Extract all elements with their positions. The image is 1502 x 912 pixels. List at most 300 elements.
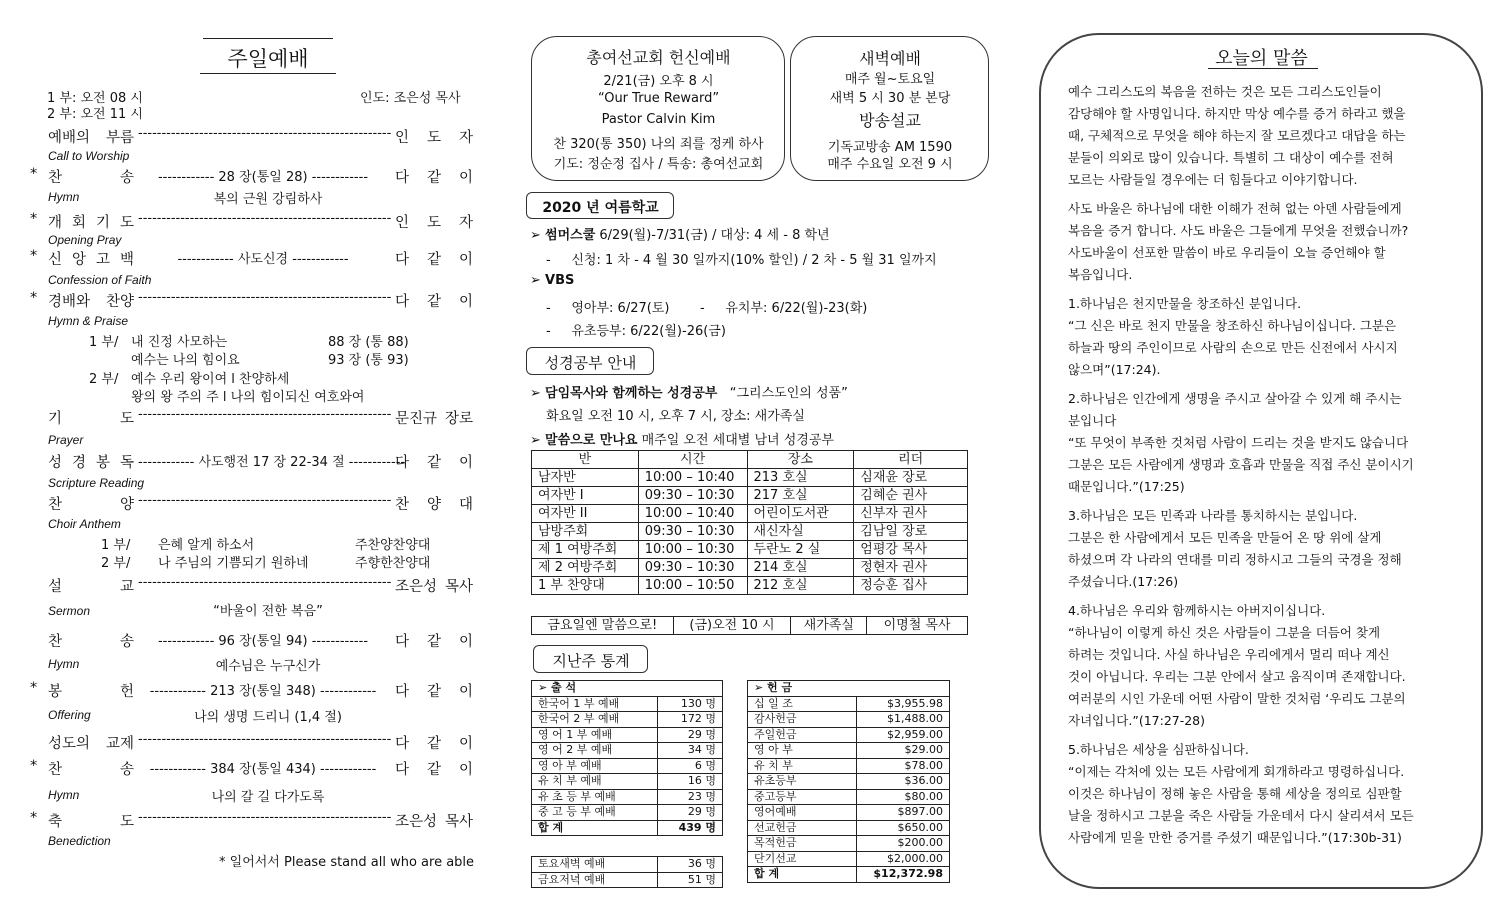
service-leader: 인도: 조은성 목사: [360, 91, 461, 106]
table-cell: 제 2 여방주회: [532, 559, 639, 577]
vbs-line: ➢ VBS: [530, 273, 575, 288]
sermon-line: 4.하나님은 우리와 함께하시는 아버지이십니다.: [1068, 603, 1326, 618]
stat-value: 29 명: [658, 727, 723, 743]
order-label: 신 앙 고 백: [48, 252, 134, 268]
vbs-label: VBS: [545, 273, 575, 288]
stat-value: 439 명: [658, 820, 723, 836]
stat-value: 172 명: [658, 712, 723, 728]
sermon-line: 1.하나님은 천지만물을 창조하신 분입니다.: [1068, 296, 1302, 311]
stat-value: $3,955.98: [857, 696, 950, 712]
sermon-paragraph: [1068, 505, 1458, 593]
order-item: [30, 126, 475, 146]
stat-row: [748, 727, 950, 743]
table-cell: 여자반 I: [532, 487, 639, 505]
sermon-line: 예수 그리스도의 복음을 전하는 것은 모든 그리스도인들이: [1068, 84, 1382, 99]
stat-label: 한국어 1 부 예배: [532, 696, 658, 712]
stat-row: [748, 820, 950, 836]
sermon-paragraph: [1068, 388, 1458, 498]
bible-item-2-label: 말씀으로 만나요: [545, 433, 638, 448]
order-detail-text: 384 장(통일 434): [210, 762, 316, 777]
sermon-line: 하늘과 땅의 주인이므로 사람의 손으로 만든 신전에서 사시지: [1068, 340, 1398, 355]
stat-value: $200.00: [857, 836, 950, 852]
offering-header: ➢ 헌 금: [754, 681, 793, 694]
stat-label: 합 계: [532, 820, 658, 836]
order-detail-text: 213 장(통일 348): [210, 684, 316, 699]
summer-camp-label: 썸머스쿨: [545, 228, 596, 243]
table-row: [532, 577, 968, 595]
stat-row: [532, 857, 723, 873]
devotion-line-1: 2/21(금) 오후 8 시: [603, 74, 714, 89]
order-item: [30, 211, 475, 231]
devotion-line-5: 기도: 정순정 집사 / 특송: 총여선교회: [553, 157, 764, 172]
praise-part: 1 부/: [89, 335, 119, 350]
stat-value: $897.00: [857, 805, 950, 821]
table-cell: 정승훈 집사: [854, 577, 968, 595]
order-leader: 다 같 이: [395, 634, 473, 650]
sermon-paragraph: [1068, 739, 1458, 849]
sermon-line: 않으며”(17:24).: [1068, 362, 1161, 377]
table-cell: 10:00 – 10:30: [638, 541, 747, 559]
stat-label: 선교헌금: [748, 820, 857, 836]
service-time-2: 2 부: 오전 11 시: [47, 107, 143, 122]
order-detail-text: 96 장(통일 94): [218, 634, 308, 649]
service-time-1: 1 부: 오전 08 시: [47, 91, 143, 106]
stat-row: [748, 805, 950, 821]
order-label: 봉 헌: [48, 684, 134, 700]
stat-label: 영 어 2 부 예배: [532, 743, 658, 759]
order-detail: ------------ 213 장(통일 348) ------------: [149, 684, 377, 699]
order-english: Opening Pray: [48, 233, 122, 247]
table-cell: 신부자 권사: [854, 505, 968, 523]
order-subtitle: 나의 갈 길 다가도록: [211, 790, 325, 805]
order-detail: ------------ 28 장(통일 28) ------------: [157, 170, 369, 185]
sermon-line: 하셨으며 각 나라의 연대를 미리 정하시고 그들의 국경을 정해: [1068, 552, 1402, 567]
vbs-infant-text: 영아부: 6/27(토): [571, 301, 670, 316]
sermon-line: 그분은 한 사람에게서 모든 민족을 만들어 온 땅 위에 살게: [1068, 530, 1382, 545]
praise-number: 88 장 (통 88): [328, 335, 409, 350]
order-label: 성도의 교제: [48, 736, 134, 752]
table-cell: 213 호실: [747, 469, 854, 487]
stat-label: 목적헌금: [748, 836, 857, 852]
order-leader: 다 같 이: [395, 736, 473, 752]
order-english: Hymn: [48, 657, 80, 671]
order-label: 찬 양: [48, 497, 134, 513]
stat-value: 23 명: [658, 789, 723, 805]
devotion-line-3: Pastor Calvin Kim: [601, 112, 716, 127]
stat-row: [532, 774, 723, 790]
stand-mark: *: [30, 211, 38, 227]
sermon-title-underline: [1208, 68, 1318, 69]
friday-cell: 금요일엔 말씀으로!: [532, 617, 674, 635]
stat-value: 130 명: [658, 696, 723, 712]
order-leader: 다 같 이: [395, 294, 473, 310]
order-detail: ------------------------------------------------------: [138, 211, 392, 226]
sermon-title: 오늘의 말씀: [1215, 48, 1308, 69]
bible-item-1: ➢ 담임목사와 함께하는 성경공부 “그리스도인의 성품”: [530, 386, 848, 401]
devotion-line-2: “Our True Reward”: [597, 91, 720, 106]
sermon-line: 복음입니다.: [1068, 267, 1133, 282]
stat-value: $36.00: [857, 774, 950, 790]
sermon-line: 사람에게 믿을 만한 증거를 주셨기 때문입니다.”(17:30b-31): [1068, 830, 1402, 845]
order-english: Sermon: [48, 604, 91, 618]
friday-cell: (금)오전 10 시: [673, 617, 791, 635]
sermon-line: “하나님이 이렇게 하신 것은 사람들이 그분을 더듬어 찾게: [1068, 625, 1381, 640]
table-row: [532, 559, 968, 577]
stand-mark: *: [30, 810, 38, 826]
table-cell: 212 호실: [747, 577, 854, 595]
anthem-song: 은혜 알게 하소서: [158, 538, 255, 553]
stat-value: $80.00: [857, 789, 950, 805]
bible-title: 성경공부 안내: [544, 354, 637, 372]
left-column: [0, 0, 500, 912]
sermon-line: 분들이 의외로 많이 있습니다. 특별히 그 대상이 예수를 전혀: [1068, 150, 1394, 165]
order-leader: 찬 양 대: [395, 497, 473, 513]
table-cell: 정현자 권사: [854, 559, 968, 577]
order-detail-text: 사도행전 17 장 22-34 절: [198, 455, 345, 470]
stat-row: [748, 851, 950, 867]
sermon-line: 때, 구체적으로 무엇을 해야 하는지 잘 모르겠다고 대답을 하는: [1068, 128, 1406, 143]
stand-mark: *: [30, 680, 38, 696]
anthem-choir: 주향한찬양대: [355, 556, 431, 571]
table-cell: 두란노 2 실: [747, 541, 854, 559]
devotion-line-4: 찬 320(통 350) 나의 죄를 정케 하사: [553, 137, 764, 152]
order-subtitle: 예수님은 누구신가: [215, 659, 321, 674]
stand-mark: *: [30, 290, 38, 306]
stat-row: [748, 867, 950, 883]
summer-camp-dates: 6/29(월)-7/31(금) / 대상: 4 세 - 8 학년: [599, 228, 830, 243]
table-cell: 김남일 장로: [854, 523, 968, 541]
anthem-part: 1 부/: [101, 538, 131, 553]
table-row: [532, 541, 968, 559]
order-english: Scripture Reading: [48, 476, 145, 490]
sermon-line: 하려는 것입니다. 사실 하나님은 우리에게서 멀리 떠나 계신: [1068, 647, 1390, 662]
order-label: 설 교: [48, 579, 134, 595]
stat-row: [748, 696, 950, 712]
order-item: [30, 451, 475, 471]
order-english: Prayer: [48, 433, 84, 447]
stat-value: 36 명: [658, 857, 723, 873]
sermon-line: 것이 아닙니다. 우리는 그분 안에서 살고 움직이며 존재합니다.: [1068, 669, 1406, 684]
page-title: 주일예배: [227, 47, 309, 71]
order-subtitle: “바울이 전한 복음”: [213, 604, 323, 619]
order-detail-text: 사도신경: [237, 252, 289, 267]
table-cell: 217 호실: [747, 487, 854, 505]
stat-label: 영 어 1 부 예배: [532, 727, 658, 743]
table-cell: 새신자실: [747, 523, 854, 541]
table-cell: 남자반: [532, 469, 639, 487]
sermon-line: 분입니다: [1068, 413, 1117, 428]
table-row: [532, 487, 968, 505]
table-cell: 심재윤 장로: [854, 469, 968, 487]
stat-row: [532, 727, 723, 743]
sermon-line: “이제는 각처에 있는 모든 사람에게 회개하라고 명령하십니다.: [1068, 764, 1405, 779]
stat-label: 단기선교: [748, 851, 857, 867]
table-cell: 10:00 – 10:50: [638, 577, 747, 595]
vbs-infant: - 영아부: 6/27(토): [546, 301, 670, 316]
summer-register: - 신청: 1 차 - 4 월 30 일까지(10% 할인) / 2 차 - 5 월 31 일까지: [546, 253, 937, 268]
order-item: [30, 732, 475, 752]
sermon-line: 감당해야 할 사명입니다. 하지만 막상 예수를 증거 하라고 했을: [1068, 106, 1406, 121]
stat-value: $2,959.00: [857, 727, 950, 743]
order-leader: 다 같 이: [395, 170, 473, 186]
stat-label: 주일헌금: [748, 727, 857, 743]
order-item: [30, 575, 475, 595]
friday-cell: 새가족실: [791, 617, 867, 635]
sermon-line: 사도 바울은 하나님에 대한 이해가 전혀 없는 아덴 사람들에게: [1068, 201, 1402, 216]
table-cell: 214 호실: [747, 559, 854, 577]
order-english: Offering: [48, 708, 91, 722]
table-cell: 10:00 – 10:40: [638, 469, 747, 487]
sermon-line: 때문입니다.”(17:25): [1068, 479, 1185, 494]
sermon-line: 5.하나님은 세상을 심판하십니다.: [1068, 742, 1249, 757]
order-label: 축 도: [48, 814, 134, 830]
sermon-line: 2.하나님은 인간에게 생명을 주시고 살아갈 수 있게 해 주시는: [1068, 391, 1402, 406]
order-label: 찬 송: [48, 634, 134, 650]
dawn-title: 새벽예배: [859, 49, 921, 68]
stat-label: 유 치 부 예배: [532, 774, 658, 790]
stat-value: $2,000.00: [857, 851, 950, 867]
table-header: 시간: [638, 451, 747, 469]
stand-mark: *: [30, 166, 38, 182]
summer-title: 2020 년 여름학교: [542, 200, 659, 216]
order-subtitle: 나의 생명 드리니 (1,4 절): [194, 710, 342, 725]
sermon-line: 여러분의 시인 가운데 어떤 사람이 말한 것처럼 ‘우리도 그분의: [1068, 691, 1406, 706]
stat-label: 한국어 2 부 예배: [532, 712, 658, 728]
order-detail: ------------ 384 장(통일 434) ------------: [149, 762, 377, 777]
stand-mark: *: [30, 758, 38, 774]
sermon-line: “또 무엇이 부족한 것처럼 사람이 드리는 것을 받지도 않습니다: [1068, 435, 1409, 450]
stat-row: [748, 758, 950, 774]
stat-value: $1,488.00: [857, 712, 950, 728]
attendance-table: [531, 680, 723, 836]
stat-row: [532, 712, 723, 728]
anthem-choir: 주찬양찬양대: [355, 538, 431, 553]
stat-row: [748, 789, 950, 805]
table-header: 장소: [747, 451, 854, 469]
order-english: Hymn: [48, 190, 80, 204]
anthem-song: 나 주님의 기쁨되기 원하네: [158, 556, 309, 571]
sermon-paragraph: [1068, 293, 1458, 381]
stat-label: 십 일 조: [748, 696, 857, 712]
sermon-text: [1068, 81, 1458, 856]
order-label: 예배의 부름: [48, 130, 134, 146]
stat-row: [532, 820, 723, 836]
praise-number: 93 장 (통 93): [328, 353, 409, 368]
order-label: 경배와 찬양: [48, 294, 134, 310]
stat-row: [532, 758, 723, 774]
footnote: * 일어서서 Please stand all who are able: [219, 855, 475, 870]
order-english: Confession of Faith: [48, 273, 152, 287]
table-cell: 여자반 II: [532, 505, 639, 523]
order-item: [30, 680, 475, 700]
order-detail: ------------------------------------------------------: [138, 732, 392, 747]
vbs-elem: - 유초등부: 6/22(월)-26(금): [546, 324, 726, 339]
sermon-line: 3.하나님은 모든 민족과 나라를 통치하시는 분입니다.: [1068, 508, 1358, 523]
order-label: 개 회 기 도: [48, 215, 134, 231]
stat-value: 34 명: [658, 743, 723, 759]
vbs-kinder: - 유치부: 6/22(월)-23(화): [700, 301, 868, 316]
bible-item-1-time: 화요일 오전 10 시, 오후 7 시, 장소: 새가족실: [546, 409, 805, 424]
sermon-line: 복음을 증거 합니다. 사도 바울은 그들에게 무엇을 전했습니까?: [1068, 223, 1409, 238]
sermon-paragraph: [1068, 198, 1458, 286]
order-detail: ------------------------------------------------------: [138, 493, 392, 508]
order-item: [30, 166, 475, 186]
order-english: Hymn: [48, 788, 80, 802]
broadcast-line-1: 기독교방송 AM 1590: [827, 140, 953, 155]
order-detail: ------------------------------------------------------: [138, 810, 392, 825]
table-cell: 김혜순 권사: [854, 487, 968, 505]
praise-song: 내 진정 사모하는: [131, 335, 228, 350]
table-row: [532, 523, 968, 541]
praise-song: 예수 우리 왕이여 l 찬양하세: [131, 372, 290, 387]
sermon-line: 모르는 사람들일 경우에는 더 힘들다고 이야기합니다.: [1068, 172, 1358, 187]
order-leader: 조은성 목사: [395, 814, 473, 830]
table-cell: 제 1 여방주회: [532, 541, 639, 559]
order-leader: 조은성 목사: [395, 579, 473, 595]
stat-label: 토요새벽 예배: [532, 857, 658, 873]
devotion-title: 총여선교회 헌신예배: [586, 48, 731, 67]
table-row: [532, 505, 968, 523]
stat-value: $78.00: [857, 758, 950, 774]
order-item: [30, 290, 475, 310]
stand-mark: *: [30, 248, 38, 264]
order-detail: ------------------------------------------------------: [138, 126, 392, 141]
stat-label: 합 계: [748, 867, 857, 883]
bible-item-1-label: 담임목사와 함께하는 성경공부: [545, 386, 718, 401]
offering-table: [747, 680, 950, 883]
broadcast-line-2: 매주 수요일 오전 9 시: [827, 157, 953, 172]
table-header: 반: [532, 451, 639, 469]
order-leader: 다 같 이: [395, 455, 473, 471]
stat-label: 중고등부: [748, 789, 857, 805]
stat-row: [748, 774, 950, 790]
order-english: Call to Worship: [48, 149, 130, 163]
order-detail: ------------------------------------------------------: [138, 407, 392, 422]
bible-item-2-desc: 매주일 오전 세대별 남녀 성경공부: [641, 433, 834, 448]
sermon-line: “그 신은 바로 천지 만물을 창조하신 하나님이십니다. 그분은: [1068, 318, 1397, 333]
dawn-line-2: 새벽 5 시 30 분 본당: [829, 91, 951, 106]
order-item: [30, 810, 475, 830]
anthem-part: 2 부/: [101, 556, 131, 571]
stat-value: 29 명: [658, 805, 723, 821]
stats-title: 지난주 통계: [552, 652, 630, 670]
stat-label: 영 아 부: [748, 743, 857, 759]
table-cell: 1 부 찬양대: [532, 577, 639, 595]
stat-label: 유 치 부: [748, 758, 857, 774]
order-leader: 다 같 이: [395, 762, 473, 778]
stat-row: [748, 743, 950, 759]
sermon-paragraph: [1068, 81, 1458, 191]
stat-row: [532, 696, 723, 712]
table-cell: 어린이도서관: [747, 505, 854, 523]
stat-label: 유 초 등 부 예배: [532, 789, 658, 805]
summer-register-text: 신청: 1 차 - 4 월 30 일까지(10% 할인) / 2 차 - 5 월 31 일까지: [571, 253, 937, 268]
order-label: 성 경 봉 독: [48, 455, 134, 471]
order-label: 찬 송: [48, 170, 134, 186]
stat-label: 감사헌금: [748, 712, 857, 728]
order-label: 기 도: [48, 411, 134, 427]
order-leader: 다 같 이: [395, 684, 473, 700]
order-english: Hymn & Praise: [48, 314, 129, 328]
table-cell: 엄평강 목사: [854, 541, 968, 559]
sermon-line: 날을 정하시고 그분을 죽은 사람들 가운데서 다시 살리셔서 모든: [1068, 808, 1414, 823]
order-leader: 문진규 장로: [395, 411, 473, 427]
order-item: [30, 630, 475, 650]
table-cell: 09:30 – 10:30: [638, 523, 747, 541]
stat-row: [748, 712, 950, 728]
order-item: [30, 758, 475, 778]
stat-label: 금요저녁 예배: [532, 872, 658, 888]
stat-value: $650.00: [857, 820, 950, 836]
praise-part: 2 부/: [89, 372, 119, 387]
broadcast-title: 방송설교: [859, 111, 921, 130]
stat-label: 영 아 부 예배: [532, 758, 658, 774]
sermon-line: 그분은 모든 사람에게 생명과 호흡과 만물을 직접 주신 분이시기: [1068, 457, 1414, 472]
attendance-header: ➢ 출 석: [538, 681, 577, 694]
order-leader: 인 도 자: [395, 215, 473, 231]
stat-label: 중 고 등 부 예배: [532, 805, 658, 821]
order-leader: 다 같 이: [395, 252, 473, 268]
order-english: Choir Anthem: [48, 517, 121, 531]
table-cell: 남방주회: [532, 523, 639, 541]
bible-item-2: ➢ 말씀으로 만나요 매주일 오전 세대별 남녀 성경공부: [530, 433, 834, 448]
sermon-line: 주셨습니다.(17:26): [1068, 574, 1179, 589]
table-header: 리더: [854, 451, 968, 469]
stat-label: 유초등부: [748, 774, 857, 790]
sermon-line: 자녀입니다.”(17:27-28): [1068, 713, 1206, 728]
order-detail: ------------ 사도신경 ------------: [177, 252, 349, 267]
order-leader: 인 도 자: [395, 130, 473, 146]
order-label: 찬 송: [48, 762, 134, 778]
stat-row: [532, 872, 723, 888]
vbs-kinder-text: 유치부: 6/22(월)-23(화): [725, 301, 868, 316]
stat-row: [532, 743, 723, 759]
stat-row: [532, 789, 723, 805]
stat-value: 6 명: [658, 758, 723, 774]
friday-table: [531, 616, 968, 635]
table-row: [532, 469, 968, 487]
stat-row: [748, 836, 950, 852]
sermon-paragraph: [1068, 600, 1458, 732]
stat-row: [532, 805, 723, 821]
bible-study-table: [531, 450, 968, 595]
stat-value: 51 명: [658, 872, 723, 888]
vbs-elem-text: 유초등부: 6/22(월)-26(금): [571, 324, 726, 339]
order-item: [30, 248, 475, 268]
stat-value: $12,372.98: [857, 867, 950, 883]
order-detail-text: 28 장(통일 28): [218, 170, 308, 185]
table-cell: 09:30 – 10:30: [638, 559, 747, 577]
table-cell: 10:00 – 10:40: [638, 505, 747, 523]
sermon-line: 이것은 하나님이 정해 놓은 사람을 통해 세상을 정의로 심판할: [1068, 786, 1402, 801]
stat-label: 영어예배: [748, 805, 857, 821]
order-item: [30, 407, 475, 427]
order-detail: ------------ 사도행전 17 장 22-34 절 ------------: [138, 455, 406, 470]
sermon-line: 사도바울이 선포한 말씀이 바로 우리들이 오늘 증언해야 할: [1068, 245, 1386, 260]
stat-value: $29.00: [857, 743, 950, 759]
summer-camp-line: ➢ 썸머스쿨 6/29(월)-7/31(금) / 대상: 4 세 - 8 학년: [530, 228, 830, 243]
weekday-attendance-table: [531, 856, 723, 888]
bible-item-1-topic: “그리스도인의 성품”: [729, 386, 848, 401]
order-detail: ------------ 96 장(통일 94) ------------: [157, 634, 369, 649]
table-cell: 09:30 – 10:30: [638, 487, 747, 505]
order-subtitle: 복의 근원 강림하사: [213, 192, 323, 207]
friday-cell: 이명철 목사: [867, 617, 968, 635]
praise-song: 왕의 왕 주의 주 l 나의 힘이되신 여호와여: [131, 390, 365, 405]
praise-song: 예수는 나의 힘이요: [131, 353, 240, 368]
stat-value: 16 명: [658, 774, 723, 790]
order-english: Benediction: [48, 834, 111, 848]
